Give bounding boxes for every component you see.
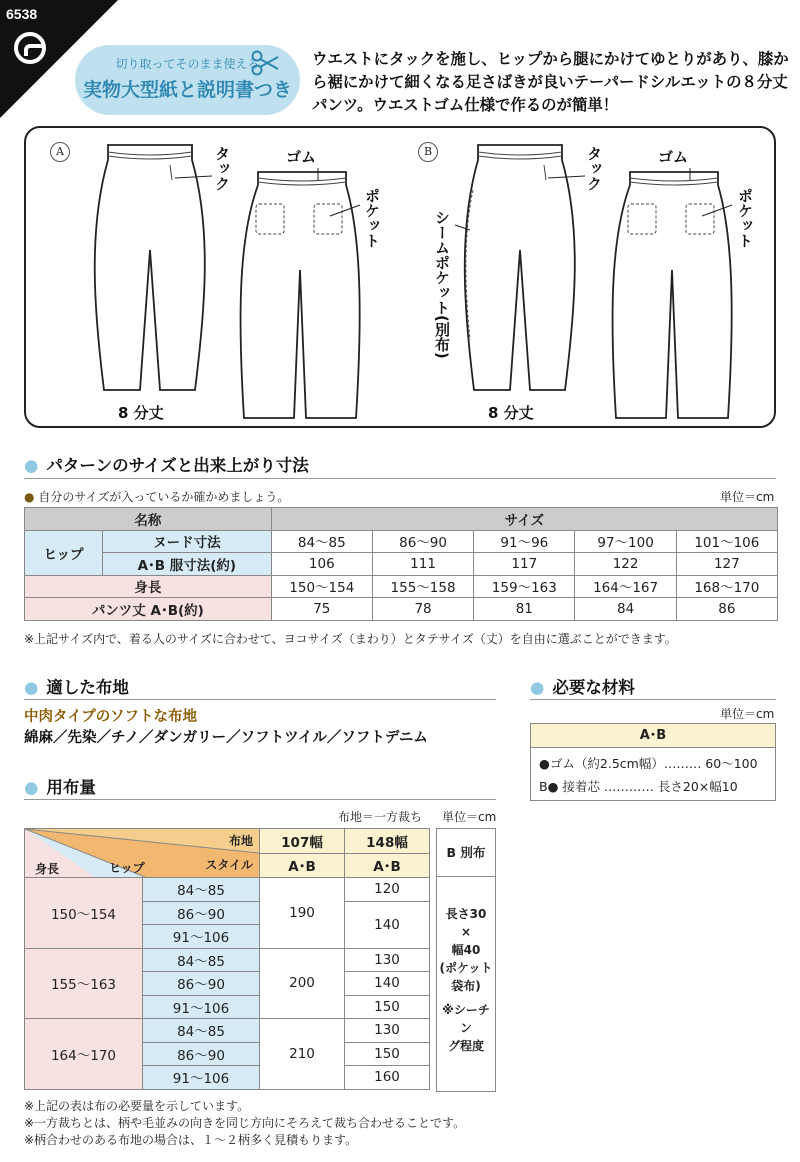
table-row: [25, 598, 778, 621]
yardage-divider: [24, 799, 496, 800]
yardage-note-1: ※上記の表は布の必要量を示しています。: [24, 1099, 250, 1113]
materials-divider: [530, 699, 776, 700]
group-w107: 200: [260, 948, 345, 1019]
table-row: [25, 575, 778, 598]
row-w148: 140: [345, 901, 430, 948]
size-check-text: 自分のサイズが入っているか確かめましょう。: [38, 490, 290, 504]
yardage-corner-header: [25, 829, 260, 878]
height-value: 150〜154: [271, 575, 372, 598]
style-a-marker: A: [50, 142, 70, 162]
materials-item-interfacing: B● 接着芯 ………… 長さ20×幅10: [539, 779, 738, 794]
row-hip: 91〜106: [143, 995, 260, 1019]
yardage-notes: [24, 1098, 465, 1149]
style-header: スタイル: [205, 858, 253, 872]
nude-value: 86〜90: [372, 530, 473, 553]
pants-value: 86: [676, 598, 777, 621]
hip-header: ヒップ: [109, 861, 145, 875]
finish-value: 111: [372, 553, 473, 576]
pants-value: 84: [575, 598, 676, 621]
b-extra-note: ※シーチン グ程度: [442, 1003, 490, 1053]
fabric-divider: [24, 699, 496, 700]
size-check-note: ● 自分のサイズが入っているか確かめましょう。: [24, 490, 290, 504]
size-divider: [24, 478, 776, 479]
height-cell: 身長: [25, 575, 272, 598]
height-value: 159〜163: [474, 575, 575, 598]
table-row: [25, 948, 430, 972]
pants-b-front: [465, 145, 575, 390]
width-107-header: 107幅: [260, 829, 345, 854]
badge-line1: 切り取ってそのまま使える: [115, 57, 260, 71]
length-label-a: 8 分丈: [118, 404, 164, 422]
fabric-list: 綿麻／先染／チノ／ダンガリー／ソフトツイル／ソフトデニム: [24, 730, 428, 746]
fabric-header: 布地: [228, 834, 253, 848]
b-extra-box: [436, 828, 496, 1092]
hip-cell: ヒップ: [25, 530, 103, 575]
nude-value: 91〜96: [474, 530, 575, 553]
pants-a-front: [95, 145, 205, 390]
yardage-unit: 単位＝cm: [442, 810, 497, 824]
style-ab-148: A･B: [345, 853, 430, 878]
row-w148: 150: [345, 995, 430, 1019]
pants-length-cell: パンツ丈 A･B(約): [25, 598, 272, 621]
finish-value: 117: [474, 553, 575, 576]
table-row: [25, 530, 778, 553]
length-label-b: 8 分丈: [488, 404, 534, 422]
row-hip: 84〜85: [143, 1019, 260, 1043]
pants-a-back: [241, 172, 360, 418]
group-height: 155〜163: [25, 948, 143, 1019]
fabric-section-title: ● 適した布地: [24, 674, 129, 698]
nude-value: 97〜100: [575, 530, 676, 553]
pattern-code: 6538: [6, 6, 38, 22]
height-value: 168〜170: [676, 575, 777, 598]
finish-cell: A･B 服寸法(約): [103, 553, 272, 576]
pants-value: 78: [372, 598, 473, 621]
yardage-cond: 布地＝一方裁ち: [338, 810, 423, 824]
group-height: 164〜170: [25, 1019, 143, 1090]
row-w148: 130: [345, 948, 430, 972]
width-148-header: 148幅: [345, 829, 430, 854]
height-header: 身長: [35, 862, 60, 876]
size-table-size-header: サイズ: [271, 508, 777, 531]
materials-box: [530, 723, 776, 801]
row-hip: 86〜90: [143, 901, 260, 925]
nude-value: 101〜106: [676, 530, 777, 553]
pants-b-back: [613, 172, 732, 418]
group-w107: 190: [260, 878, 345, 949]
size-table-name-header: 名称: [25, 508, 272, 531]
height-value: 155〜158: [372, 575, 473, 598]
row-w148: 140: [345, 972, 430, 996]
yardage-note-2: ※一方裁ちとは、柄や毛並みの向きを同じ方向にそろえて裁ち合わせることです。: [24, 1116, 466, 1130]
materials-unit: 単位＝cm: [720, 707, 775, 721]
size-unit: 単位＝cm: [720, 490, 775, 504]
row-hip: 91〜106: [143, 1066, 260, 1090]
badge-line2: 実物大型紙と説明書つき: [82, 79, 292, 101]
b-extra-text: 長さ30 × 幅40 (ポケット 袋布): [439, 907, 493, 993]
table-row: [25, 1019, 430, 1043]
finish-value: 127: [676, 553, 777, 576]
row-hip: 84〜85: [143, 948, 260, 972]
height-value: 164〜167: [575, 575, 676, 598]
row-hip: 86〜90: [143, 1042, 260, 1066]
group-height: 150〜154: [25, 878, 143, 949]
nude-cell: ヌード寸法: [103, 530, 272, 553]
fabric-type: 中肉タイプのソフトな布地: [24, 709, 197, 725]
row-w148: 160: [345, 1066, 430, 1090]
materials-item-gomu: ●ゴム（約2.5cm幅）……… 60〜100: [539, 756, 758, 771]
size-section-title: ● パターンのサイズと出来上がり寸法: [24, 452, 309, 476]
size-note: ※上記サイズ内で、着る人のサイズに合わせて、ヨコサイズ（まわり）とタテサイズ（丈）を自由に選ぶことができます。: [24, 632, 677, 646]
materials-header: A･B: [531, 724, 775, 748]
row-w148: 130: [345, 1019, 430, 1043]
b-extra-header: B 別布: [437, 829, 495, 877]
table-row: [25, 878, 430, 902]
row-w148: 150: [345, 1042, 430, 1066]
pocket-label-a: ポケット: [363, 188, 381, 248]
pocket-label-b: ポケット: [736, 188, 754, 248]
seam-pocket-label: シームポケット(別布): [433, 210, 451, 359]
style-b-marker: B: [418, 142, 438, 162]
yardage-note-3: ※柄合わせのある布地の場合は、１〜２柄多く見積もります。: [24, 1133, 358, 1147]
row-hip: 84〜85: [143, 878, 260, 902]
materials-section-title: ● 必要な材料: [530, 674, 635, 698]
nude-value: 84〜85: [271, 530, 372, 553]
pants-drawings: [0, 0, 800, 430]
group-w107: 210: [260, 1019, 345, 1090]
pants-value: 75: [271, 598, 372, 621]
pants-value: 81: [474, 598, 575, 621]
row-w148: 120: [345, 878, 430, 902]
yardage-table: [24, 828, 430, 1090]
gomu-label-a: ゴム: [286, 148, 317, 166]
yardage-section-title: ● 用布量: [24, 774, 96, 798]
row-hip: 86〜90: [143, 972, 260, 996]
finish-value: 122: [575, 553, 676, 576]
gomu-label-b: ゴム: [658, 148, 689, 166]
style-ab-107: A･B: [260, 853, 345, 878]
row-hip: 91〜106: [143, 925, 260, 949]
tuck-label-b: タック: [585, 146, 603, 191]
finish-value: 106: [271, 553, 372, 576]
tuck-label-a: タック: [213, 146, 231, 191]
table-row: [25, 553, 778, 576]
intro-text: ウエストにタックを施し、ヒップから腿にかけてゆとりがあり、膝から裾にかけて細くなる足さばきが良いテーパードシルエットの８分丈パンツ。ウエストゴム仕様で作るのが簡単！: [312, 50, 789, 114]
size-table: [24, 507, 778, 621]
